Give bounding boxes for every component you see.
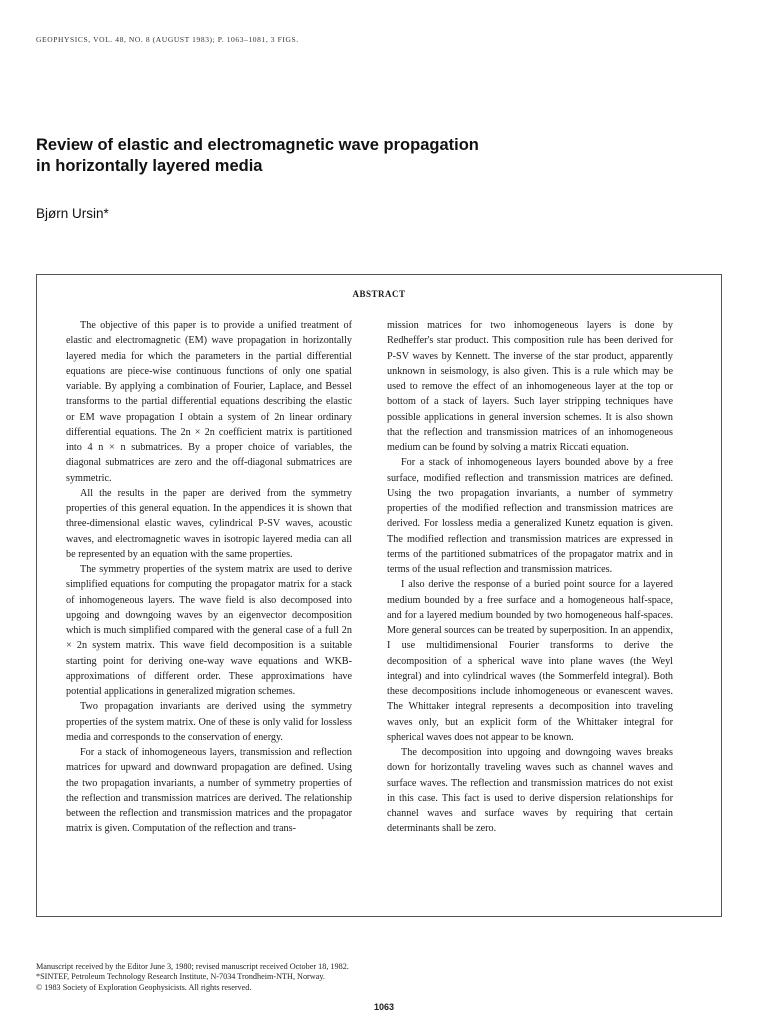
abstract-paragraph: All the results in the paper are derived from the symmetry properties of this general equation. In the appendices it is shown that three-dimensional elastic waves, cylindrical P-SV waves, acoustic waves, and electromagnetic waves in isotropic layered media can all be represented by an equation with the same properties. — [66, 487, 352, 560]
abstract-paragraph: The decomposition into upgoing and downgoing waves breaks down for horizontally traveling waves such as channel waves and surface waves. The reflection and transmission matrices do not exist in this case. This fact is used to derive dispersion relationships for channel waves and surface waves by requiring that certain determinants shall be zero. — [387, 747, 673, 835]
abstract-paragraph: I also derive the response of a buried point source for a layered medium bounded by a free surface and a homogeneous half-space, and for a layered medium bounded by two homogeneous half-spaces. More general sources can be treated by superposition. In an appendix, I use multidimensional Fourier transforms to derive the decomposition of a spherical wave into plane waves (the Weyl integral) and into cylindrical waves (the Sommerfeld integral). Both these decompositions include inhomogeneous or evanescent waves. The Whittaker integral represents a decomposition into traveling waves only, but an explicit form of the Whittaker integral for spherical waves does not appear to be known. — [387, 579, 673, 743]
footnote-received: Manuscript received by the Editor June 3, 1980; revised manuscript received October 18, 1982. — [36, 962, 349, 971]
abstract-heading: ABSTRACT — [352, 289, 406, 299]
running-head: GEOPHYSICS, VOL. 48, NO. 8 (AUGUST 1983); P. 1063–1081, 3 FIGS. — [36, 35, 299, 44]
paper-title-line-1: Review of elastic and electromagnetic wave propagation — [36, 136, 479, 154]
abstract-paragraph: For a stack of inhomogeneous layers bounded above by a free surface, modified reflection and transmission matrices are defined. Using the two propagation invariants, a number of symmetry properties of the modified reflection and transmission matrices are derived. For lossless media a generalized Kunetz equation is given. The modified reflection and transmission matrices are expressed in terms of the partitioned submatrices of the propagator matrix and in terms of the usual reflection and transmission matrices. — [387, 457, 673, 575]
page-number: 1063 — [373, 1002, 395, 1012]
paper-title-line-2: in horizontally layered media — [36, 157, 263, 175]
author-name: Bjørn Ursin* — [36, 206, 109, 221]
abstract-box — [36, 274, 722, 917]
footnotes — [36, 962, 656, 993]
abstract-paragraph: The objective of this paper is to provide a unified treatment of elastic and electromagnetic (EM) wave propagation in horizontally layered media for which the parameters in the partial differential equations are piece-wise continuous functions of only one spatial variable. By applying a combination of Fourier, Laplace, and Bessel transforms to the partial differential equations describing the elastic or EM wave propagation I obtain a system of 2n linear ordinary differential equations. The 2n × 2n coefficient matrix is partitioned into 4 n × n submatrices. By a proper choice of variables, the diagonal submatrices are zero and the off-diagonal submatrices are symmetric. — [66, 320, 352, 484]
abstract-paragraph: For a stack of inhomogeneous layers, transmission and reflection matrices for upward and downward propagation are defined. Using the two propagation invariants, a number of symmetry properties of the reflection and transmission matrices are derived. The relationship between the reflection and transmission matrices and the propagator matrix is given. Computation of the reflection and trans- — [66, 747, 352, 835]
abstract-paragraph: mission matrices for two inhomogeneous layers is done by Redheffer's star product. This composition rule has been derived for P-SV waves by Kennett. The inverse of the star product, apparently unknown in seismology, is also given. This is a rule which may be used to remove the effect of an inhomogeneous layer at the top or bottom of a stack of layers. Such layer stripping techniques have possible applications in general inversion schemes. It is also shown that the reflection and transmission matrices of an inhomogeneous medium can be found by solving a matrix Riccati equation. — [387, 320, 673, 453]
abstract-paragraph: Two propagation invariants are derived using the symmetry properties of the system matrix. One of these is only valid for lossless media and corresponds to the conservation of energy. — [66, 701, 352, 743]
footnote-affiliation: *SINTEF, Petroleum Technology Research Institute, N-7034 Trondheim-NTH, Norway. — [36, 972, 325, 982]
abstract-right-column — [387, 318, 673, 837]
footnote-copyright: © 1983 Society of Exploration Geophysicists. All rights reserved. — [36, 982, 252, 992]
paper-title — [36, 135, 636, 177]
abstract-left-column — [66, 318, 352, 837]
abstract-paragraph: The symmetry properties of the system matrix are used to derive simplified equations for computing the propagator matrix for a stack of inhomogeneous layers. The wave field is also decomposed into upgoing and downgoing waves by an eigenvector decomposition which is much simplified compared with the general case of a full 2n × 2n system matrix. This wave field decomposition is a suitable starting point for deriving one-way wave equations and WKB-approximations of different order. These approximations have potential applications in generalized migration schemes. — [66, 564, 352, 697]
